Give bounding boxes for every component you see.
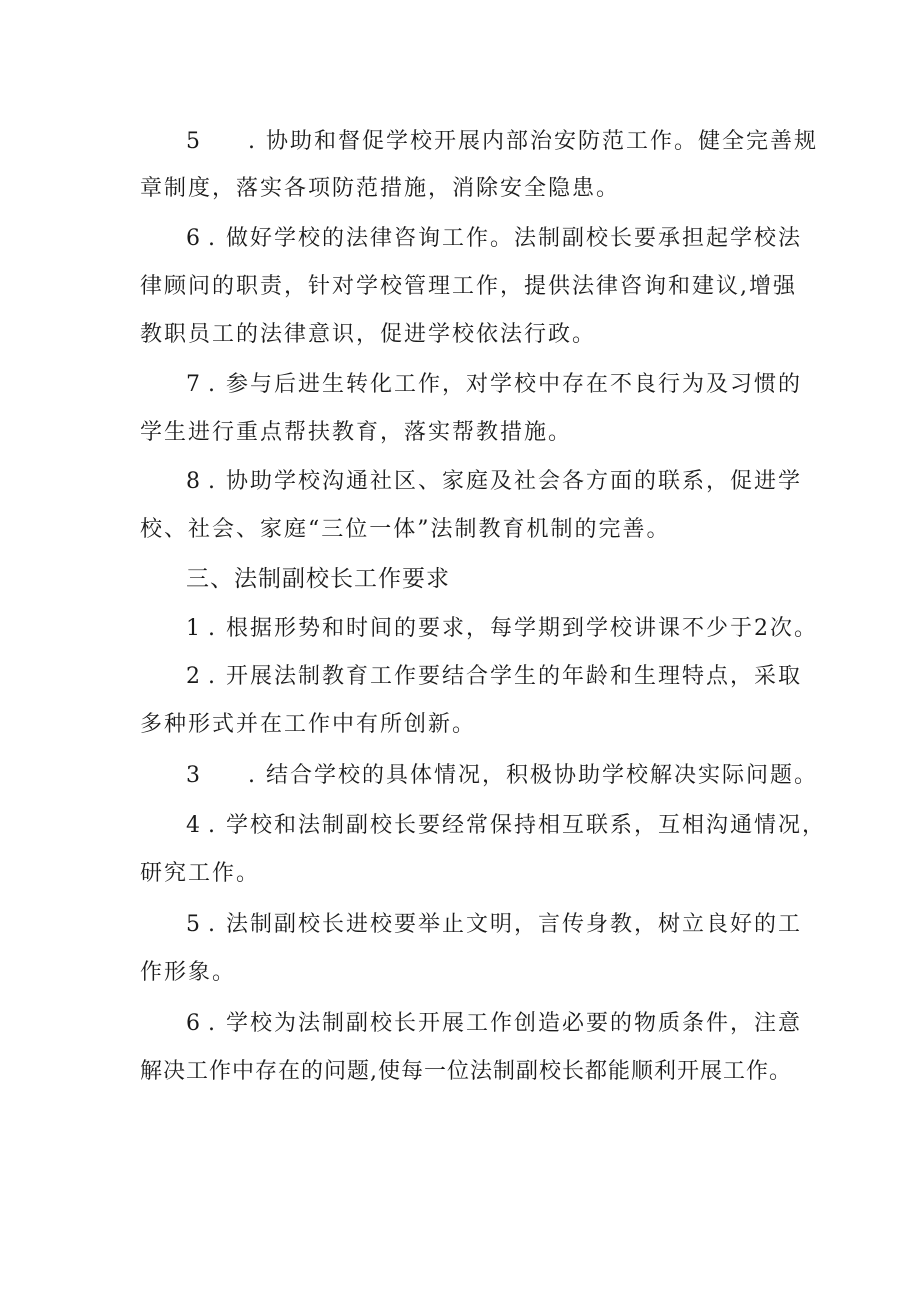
item-number: 8 [186, 469, 202, 494]
paragraph-text: . 根据形势和时间的要求，每学期到学校讲课不少于2次。 [208, 616, 818, 641]
item-number: 2 [186, 664, 202, 689]
item-number: 5 [186, 129, 202, 154]
paragraph-line: 解决工作中存在的问题,使每一位法制副校长都能顺利开展工作。 [140, 1059, 792, 1084]
paragraph-line: 研究工作。 [140, 861, 261, 886]
paragraph-text: . 协助学校沟通社区、家庭及社会各方面的联系，促进学 [208, 469, 802, 494]
paragraph-line [186, 224, 802, 254]
item-number: 3 [186, 763, 202, 788]
paragraph-line [186, 811, 826, 841]
paragraph-line [186, 1009, 802, 1039]
item-number: 6 [186, 1011, 202, 1036]
paragraph-line [186, 662, 802, 692]
paragraph-line: 章制度，落实各项防范措施，消除安全隐患。 [140, 176, 621, 201]
paragraph-text: . 法制副校长进校要举止文明，言传身教，树立良好的工 [208, 912, 802, 937]
paragraph-line: 校、社会、家庭“三位一体”法制教育机制的完善。 [140, 517, 671, 542]
paragraph-text: . 协助和督促学校开展内部治安防范工作。健全完善规 [248, 129, 818, 154]
paragraph-line: 律顾问的职责，针对学校管理工作，提供法律咨询和建议,增强 [140, 274, 797, 299]
paragraph-line [186, 761, 818, 791]
paragraph-line [186, 370, 802, 400]
paragraph-line [186, 467, 802, 497]
paragraph-text: . 做好学校的法律咨询工作。法制副校长要承担起学校法 [208, 226, 802, 251]
paragraph-text: . 学校为法制副校长开展工作创造必要的物质条件，注意 [208, 1011, 802, 1036]
item-number: 6 [186, 226, 202, 251]
item-number: 5 [186, 912, 202, 937]
paragraph-line: 多种形式并在工作中有所创新。 [140, 712, 477, 737]
paragraph-line: 学生进行重点帮扶教育，落实帮教措施。 [140, 420, 573, 445]
paragraph-text: . 结合学校的具体情况，积极协助学校解决实际问题。 [248, 763, 818, 788]
paragraph-line: 教职员工的法律意识，促进学校依法行政。 [140, 322, 597, 347]
paragraph-text: . 参与后进生转化工作，对学校中存在不良行为及习惯的 [208, 372, 802, 397]
item-number: 7 [186, 372, 202, 397]
paragraph-line [186, 614, 818, 644]
paragraph-line: 作形象。 [140, 960, 237, 985]
section-heading: 三、法制副校长工作要求 [186, 566, 450, 592]
item-number: 4 [186, 813, 202, 838]
paragraph-line [186, 910, 802, 940]
paragraph-line [186, 127, 818, 157]
item-number: 1 [186, 616, 202, 641]
paragraph-text: . 学校和法制副校长要经常保持相互联系，互相沟通情况， [208, 813, 826, 838]
paragraph-text: . 开展法制教育工作要结合学生的年龄和生理特点，采取 [208, 664, 802, 689]
